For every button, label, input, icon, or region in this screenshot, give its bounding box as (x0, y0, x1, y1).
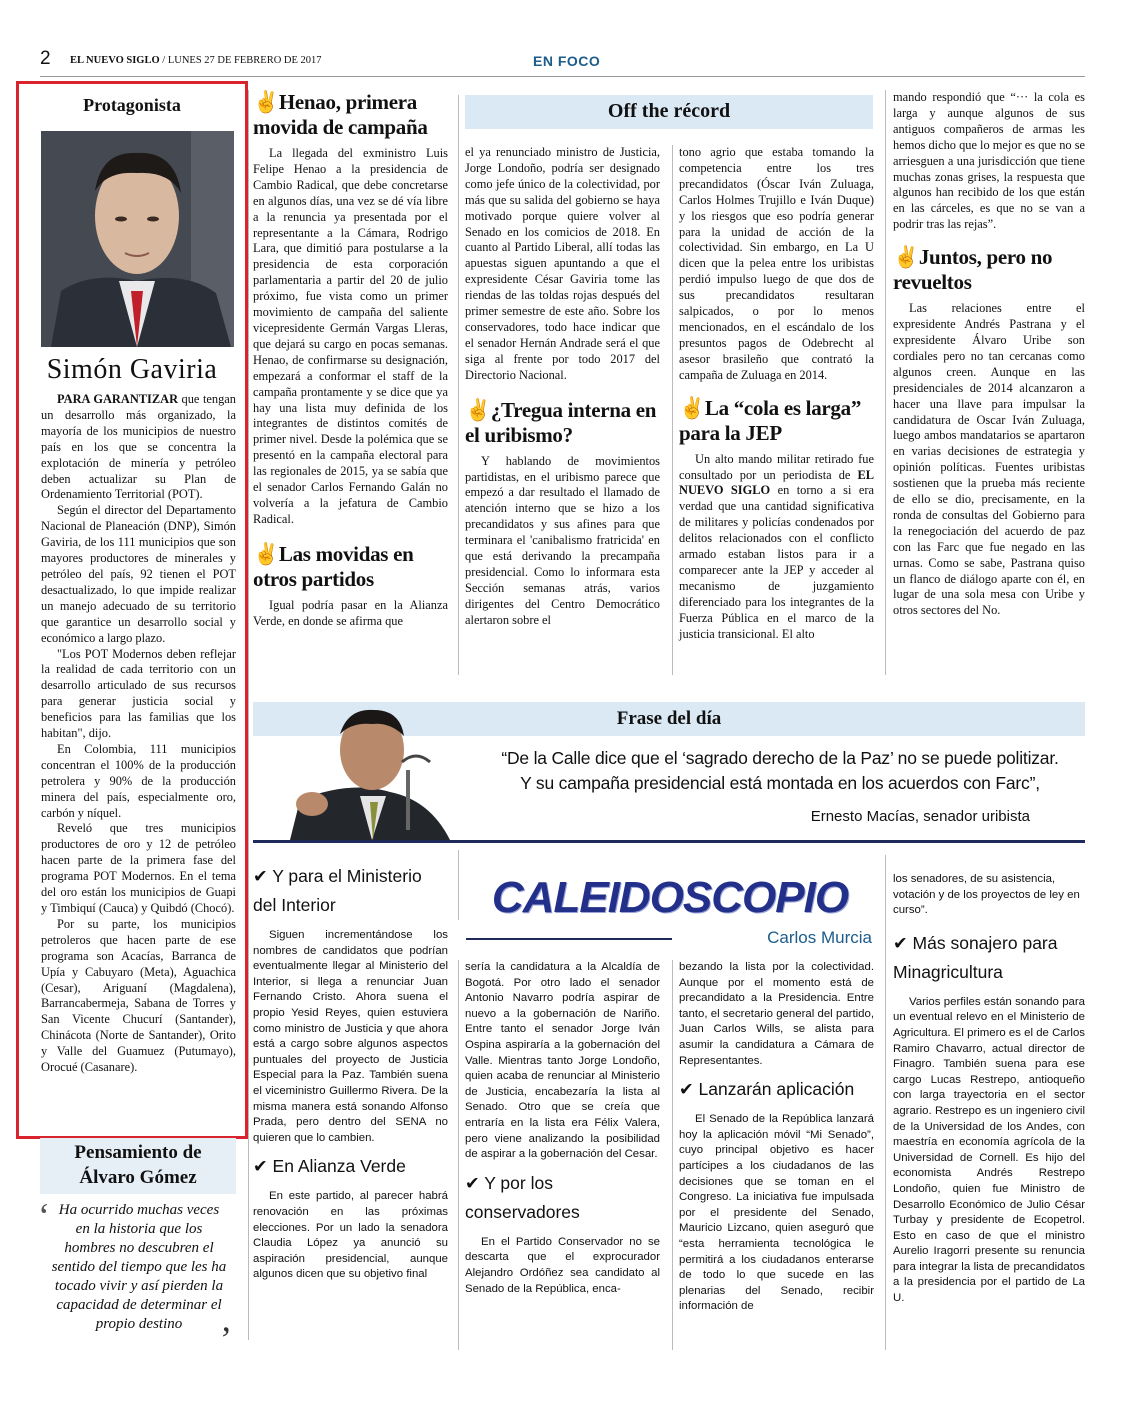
off-record-continued-text: tono agrio que estaba tomando la competencia entre los tres precandidatos (Óscar Iván Zuluaga, Carlos Holmes Trujillo e Iván Duque) y los riesgos que eso podría generar para la unidad de acción de la colectividad. Sin embargo, en La U dicen que la pelea entre los uribistas perdió impulso luego de que dos de sus precandidatos resultaran salpicados, o por lo menos mencionados, en el escándalo de los presuntos pagos de Odebrecht al asesor brasileño que contrató la campaña de Zuluaga en 2014. (679, 145, 874, 382)
protagonista-box (16, 81, 248, 1139)
protagonista-paragraph: "Los POT Modernos deben reflejar la realidad de cada territorio con un desarrollo articulado de sus recursos para generar justicia social y beneficios para las familias que los habitan", dijo. (41, 646, 236, 741)
henao-text: La llegada del exministro Luis Felipe Henao a la presidencia de Cambio Radical, que debe concretarse en algunos días, una vez se dé vía libre a la renuncia ya presentada por el representante a la Cámara, Rodrigo Lara, que dimitió para postularse a la presidencia de esta corporación parlamentaria a partir del 20 de julio próximo, fue vista como un primer movimiento de campaña del saliente vicepresidente Germán Vargas Lleras, que dejará su cargo en pocas semanas. Henao, de confirmarse su designación, empezará a conformar el staff de la campaña prontamente y se dice que ya hay una lista muy definida de los integrantes de distintos comités de primer nivel. Desde la polémica que se presentó en la campaña electoral para las regionales de 2015, ya se sabía que el senador Carlos Fernando Galán no volvería a la jefatura de Cambio Radical. (253, 146, 448, 526)
protagonista-paragraph: Por su parte, los municipios petroleros que hacen parte de ese programa son Acacías, Barranca de Upía y Cabuyaro (Meta), Aguachica (Cesar), Ariguaní (Magdalena), Barrancabermeja, Sabana de Torres y San Vicente Chucurí (Santander), Chinácota (Norte de Santander), Orito y Valle del Guamuez (Putumayo), Orocué (Casanare). (41, 916, 236, 1075)
masthead-rule (40, 76, 1085, 77)
portrait-illustration (41, 131, 234, 347)
caleido-col3 (679, 960, 874, 1315)
caleidoscopio-rule (466, 938, 672, 940)
column-rule (885, 90, 886, 675)
caleido-continued-text: los senadores, de su asistencia, votación y de los proyectos de ley en curso”. (893, 873, 1080, 917)
victory-hand-icon: ✌ (465, 397, 491, 422)
column-rule (672, 960, 673, 1350)
off-record-continued-text: el ya renunciado ministro de Justicia, Jorge Londoño, podría ser designado como jefe único de la colectividad, por más que su salida del gobierno se haya motivado porque quiere volver al Senado en los comicios de 2018. En cuanto al Partido Liberal, allí todas las apuestas siguen apuntando a que el expresidente César Gaviria tome las riendas de las toldas rojas después del primer semestre de este año. Sobre los conservadores, todo hace indicar que el senador Hernán Andrade será el que siga al frente por todo 2017 del Directorio Nacional. (465, 145, 660, 382)
app-headline: ✔ Lanzarán aplicación (679, 1075, 874, 1104)
interior-text: Siguen incrementándose los nombres de candidatos que podrían eventualmente llegar al Ministerio del Interior, si llega a renunciar Juan Fernando Cristo. Ahora suena el propio Yesid Reyes, quien estuviera como ministro de Justicia y que ahora está a cargo sobre algunos aspectos puntuales del proyecto de Justicia Especial para la Paz. También suena el viceministro Guillermo Rivera. De la misma manera está sonando Alfonso Prada, pero dentro del SENA no quieren que lo cambien. (253, 929, 448, 1144)
victory-hand-icon: ✌ (253, 541, 279, 566)
movidas-text: Igual podría pasar en la Alianza Verde, en donde se afirma que (253, 597, 448, 628)
caleido-col2 (465, 960, 660, 1297)
caleido-col1 (253, 862, 448, 1283)
protagonista-label: Protagonista (83, 95, 181, 115)
column-rule (885, 855, 886, 1350)
frase-quote-line: Y su campaña presidencial está montada en los acuerdos con Farc”, (520, 773, 1040, 793)
protagonista-paragraph: PARA GARANTIZAR que tengan un desarrollo más organizado, la mayoría de los municipios de nuestro país en los que se concentra la explotación de minería y petróleo deben actualizar su Plan de Ordenamiento Territorial (POT). (41, 392, 236, 502)
pensamiento-quote: Ha ocurrido muchas veces en la historia que los hombres no descubren el sentido del tiempo que les ha tocado vivir y así pierden la capacidad de determinar el propio destino (51, 1202, 227, 1332)
off-record-col2 (465, 145, 660, 629)
conservadores-text: En el Partido Conservador no se descarta que el exprocurador Alejandro Ordóñez sea candidato al Senado de la República, enca- (465, 1235, 660, 1295)
alianza-text: En este partido, al parecer habrá renovación en las próximas elecciones. Por un lado la senadora Claudia López ya anunció su aspiración presidencial, aunque algunos dicen que su objetivo final (253, 1190, 448, 1281)
frase-quote-line: “De la Calle dice que el ‘sagrado derecho de la Paz’ no se puede politizar. (501, 748, 1059, 768)
column-rule (672, 145, 673, 675)
caleido-col4 (893, 872, 1085, 1307)
protagonista-article (41, 392, 236, 1076)
ernesto-macias-photo (290, 700, 460, 840)
agri-headline: ✔ Más sonajero para Minagricultura (893, 929, 1085, 987)
conservadores-headline: ✔ Y por los conservadores (465, 1169, 660, 1227)
off-record-col3 (679, 145, 874, 642)
victory-hand-icon: ✌ (893, 245, 919, 270)
speaker-illustration (290, 700, 460, 840)
protagonista-lead: PARA GARANTIZAR (57, 392, 179, 406)
protagonista-paragraph: Según el director del Departamento Nacional de Planeación (DNP), Simón Gaviria, de los 111 municipios que son mayores productores de minerales y petróleo del país, 92 tienen el POT desactualizado, lo que impide realizar un manejo adecuado de su territorio que garantice un desarrollo social y económico a largo plazo. (41, 503, 236, 645)
tregua-headline: ✌¿Tregua interna en el uribismo? (465, 397, 657, 447)
app-text: El Senado de la República lanzará hoy la aplicación móvil “Mi Senado”, cuyo principal objetivo es hacer partícipes a los ciudadanos de las decisiones que se toman en el Congreso. La iniciativa fue impulsada por el presidente del Senado, Mauricio Lizcano, quien aseguró que “esta herramienta tecnológica le permitirá a los ciudadanos enterarse de todo lo que sucede en las plenarias del Senado, recibir información de (679, 1113, 874, 1313)
agri-text: Varios perfiles están sonando para un eventual relevo en el Ministerio de Agricultura. El primero es el de Carlos Ramiro Chavarro, actual director de Finagro. También suena para ese cargo Lucas Restrepo, antioqueño con larga trayectoria en el sector agrario. Restrepo es un ingeniero civil de la Universidad de los Andes, con maestría en economía agrícola de la Universidad de Cornell. Es hijo del economista Andrés Restrepo Londoño, quien fue Ministro de Desarrollo Económico de Julio César Turbay y presidente de Ecopetrol. Esto en caso de que el ministro Aurelio Iragorri presente su renuncia para integrar la lista de precandidatos a la presidencia por el partido de La U. (893, 995, 1085, 1305)
juntos-headline: ✌Juntos, pero no revueltos (893, 245, 1053, 295)
check-mark-icon: ✔ (893, 932, 908, 953)
jep-text: Un alto mando militar retirado fue consultado por un periodista de EL NUEVO SIGLO en torno a si era verdad que una cantidad significativa de militares y policías condenados por delitos relacionados con el conflicto armado estaban listos para ir a comparecer ante la JEP y acceder al mecanismo de juzgamiento diferenciado para los integrantes de la Fuerza Pública en el marco de la justicia transicional. El alto (679, 451, 874, 641)
paper-name: EL NUEVO SIGLO (70, 55, 160, 66)
frase-attribution: Ernesto Macías, senador uribista (810, 808, 1030, 825)
pensamiento-quote-close: ’ (220, 1319, 232, 1359)
protagonista-paragraph: Reveló que tres municipios productores de oro y 12 de petróleo hacen parte de la primera fase del programa POT Modernos. En el tema del oro están los municipios de Guapi y Timbiquí (Cauca) y Quibdó (Chocó). (41, 821, 236, 915)
column-rule (458, 850, 459, 920)
check-mark-icon: ✔ (679, 1079, 694, 1100)
alianza-headline: ✔ En Alianza Verde (253, 1152, 448, 1181)
off-record-col4 (893, 90, 1085, 619)
protagonista-name: Simón Gaviria (46, 354, 218, 385)
henao-headline: ✌Henao, primera movida de campaña (253, 90, 428, 139)
frase-bottom-rule (253, 840, 1085, 843)
caleidoscopio-author: Carlos Murcia (767, 928, 872, 947)
caleido-continued-text: sería la candidatura a la Alcaldía de Bogotá. Por otro lado el senador Antonio Navarro podría aspirar de nuevo a la gobernación de Nariño. Entre tanto el senador Jorge Iván Ospina aspiraría a la gobernación del Valle. Mientras tanto Jorge Londoño, quien acaba de renunciar al Ministerio de Justicia, encabezaría la lista al Senado. Otro que se creía que entraría en la lista era Félix Valera, pero viene analizando la posibilidad de aspirar a la gobernación del Cesar. (465, 961, 660, 1161)
frase-banner: Frase del día (616, 708, 722, 729)
juntos-text: Las relaciones entre el expresidente Andrés Pastrana y el expresidente Álvaro Uribe son cordiales pero no tan cercanas como algunos creen. Aunque en las presidenciales de 2014 alcanzaron a hacer una llave para impulsar la candidatura de Oscar Iván Zuluaga, luego ambos mandatarios se apartaron en varias decisiones de estrategia y opinión políticas. Fuentes uribistas sostienen que la prueba más reciente de ello se dio, precisamente, en la ronda de consultas del Gobierno para la renegociación del acuerdo de paz con las Farc que fue negado en las urnas. Como se sabe, Pastrana quiso un flanco de diálogo aparte con él, en lugar de una sola mesa con Uribe y otros sectores del No. (893, 301, 1085, 618)
pensamiento-title: Pensamiento de Álvaro Gómez (40, 1138, 236, 1194)
masthead-line (70, 55, 322, 66)
caleidoscopio-title: CALEIDOSCOPIO (491, 873, 849, 922)
tregua-text: Y hablando de movimientos partidistas, en el uribismo parece que empezó a dar resultado el llamado de atención interno que se hizo a los precandidatos y sus afines para que terminara el 'canibalismo fratricida' en que está derivando la precampaña presidencial. Como lo informara esta Sección semanas atrás, varios dirigentes del Centro Democrático alertaron sobre el (465, 453, 660, 627)
column-rule (458, 95, 459, 675)
victory-hand-icon: ✌ (253, 90, 279, 114)
issue-date: / LUNES 27 DE FEBRERO DE 2017 (159, 55, 322, 66)
paper-name-inline: EL NUEVO SIGLO (679, 467, 874, 498)
pensamiento-quote-open: ‘ (38, 1196, 50, 1236)
protagonista-paragraph: En Colombia, 111 municipios concentran el 100% de la producción petrolera y 90% de la producción minera del país, especialmente oro, carbón y níquel. (41, 741, 236, 820)
movidas-headline: ✌Las movidas en otros partidos (253, 541, 414, 591)
check-mark-icon: ✔ (253, 1156, 268, 1177)
column-rule (458, 960, 459, 1350)
check-mark-icon: ✔ (253, 866, 268, 886)
check-mark-icon: ✔ (465, 1172, 480, 1193)
simon-gaviria-photo (41, 131, 234, 347)
henao-article (253, 90, 448, 630)
column-rule (248, 90, 249, 1340)
caleido-continued-text: bezando la lista por la colectividad. Aunque por el momento está de precandidato a la Presidencia. Entre tanto, el secretario general del partido, Juan Carlos Wills, se alista para asumir la candidatura a Cámara de Representantes. (679, 961, 874, 1067)
section-title: EN FOCO (533, 53, 601, 69)
off-record-continued-text: mando respondió que “··· la cola es larga y aunque algunos de sus antiguos compañeros de armas les hemos dicho que lo mejor es que no se arriesguen a una jurisdicción que tiene muchas zonas grises, la respuesta que algunos han recibido de los que están en las cárceles, es que no se van a podrir tras las rejas”. (893, 90, 1086, 232)
victory-hand-icon: ✌ (679, 395, 705, 420)
interior-headline: ✔ Y para el Ministerio del Interior (253, 862, 448, 920)
off-record-banner: Off the récord (465, 95, 873, 129)
frase-quote (480, 746, 1080, 796)
jep-headline: ✌La “cola es larga” para la JEP (679, 395, 862, 445)
page-number: 2 (40, 48, 51, 69)
